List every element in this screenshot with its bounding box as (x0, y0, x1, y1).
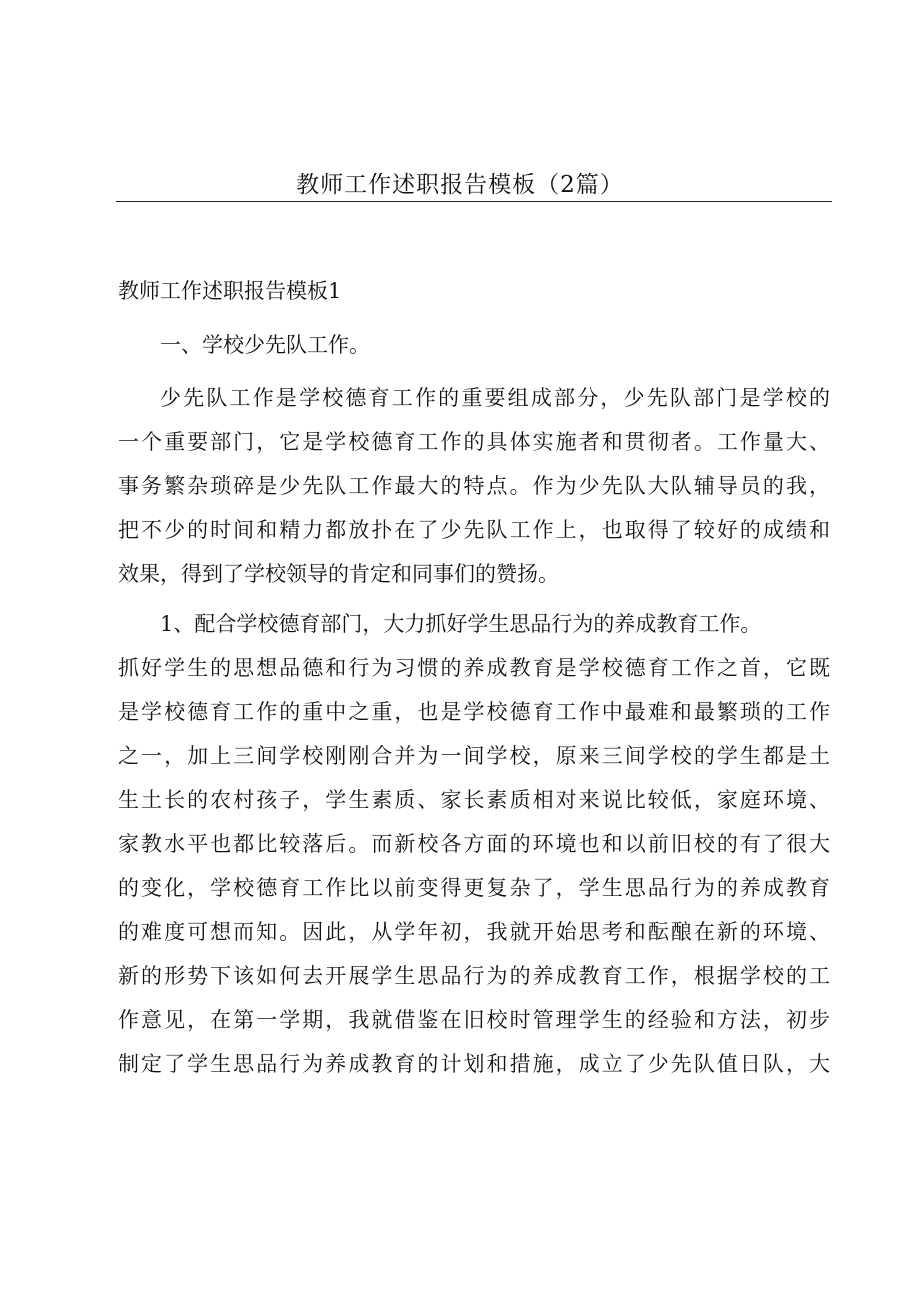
document-title: 教师工作述职报告模板（2篇） (296, 172, 624, 198)
template-subheading: 教师工作述职报告模板1 (118, 279, 342, 303)
paragraph-line: 把不少的时间和精力都放扑在了少先队工作上，也取得了较好的成绩和 (118, 518, 830, 542)
paragraph-line: 是学校德育工作的重中之重，也是学校德育工作中最难和最繁琐的工作 (118, 700, 830, 724)
paragraph-line: 制定了学生思品行为养成教育的计划和措施，成立了少先队值日队，大 (118, 1052, 830, 1076)
paragraph-1 (118, 376, 830, 596)
paragraph-line: 作意见，在第一学期，我就借鉴在旧校时管理学生的经验和方法，初步 (118, 1008, 830, 1032)
paragraph-line: 的难度可想而知。因此，从学年初，我就开始思考和酝酿在新的环境、 (118, 920, 830, 944)
paragraph-line: 事务繁杂琐碎是少先队工作最大的特点。作为少先队大队辅导员的我， (118, 474, 830, 498)
document-body (118, 272, 830, 1086)
paragraph-line: 效果，得到了学校领导的肯定和同事们的赞扬。 (118, 562, 559, 586)
paragraph-line: 的变化，学校德育工作比以前变得更复杂了，学生思品行为的养成教育 (118, 876, 830, 900)
paragraph-line: 1、配合学校德育部门，大力抓好学生思品行为的养成教育工作。 (160, 612, 762, 636)
paragraph-line: 生土长的农村孩子，学生素质、家长素质相对来说比较低，家庭环境、 (118, 788, 830, 812)
paragraph-line: 新的形势下该如何去开展学生思品行为的养成教育工作，根据学校的工 (118, 964, 830, 988)
section-heading: 一、学校少先队工作。 (160, 333, 370, 357)
title-underline (116, 201, 832, 202)
paragraph-line: 少先队工作是学校德育工作的重要组成部分，少先队部门是学校的 (160, 386, 830, 410)
paragraph-line: 家教水平也都比较落后。而新校各方面的环境也和以前旧校的有了很大 (118, 832, 830, 856)
paragraph-2 (118, 602, 830, 1086)
paragraph-line: 一个重要部门，它是学校德育工作的具体实施者和贯彻者。工作量大、 (118, 430, 830, 454)
paragraph-line: 之一，加上三间学校刚刚合并为一间学校，原来三间学校的学生都是土 (118, 744, 830, 768)
paragraph-line: 抓好学生的思想品德和行为习惯的养成教育是学校德育工作之首，它既 (118, 656, 830, 680)
